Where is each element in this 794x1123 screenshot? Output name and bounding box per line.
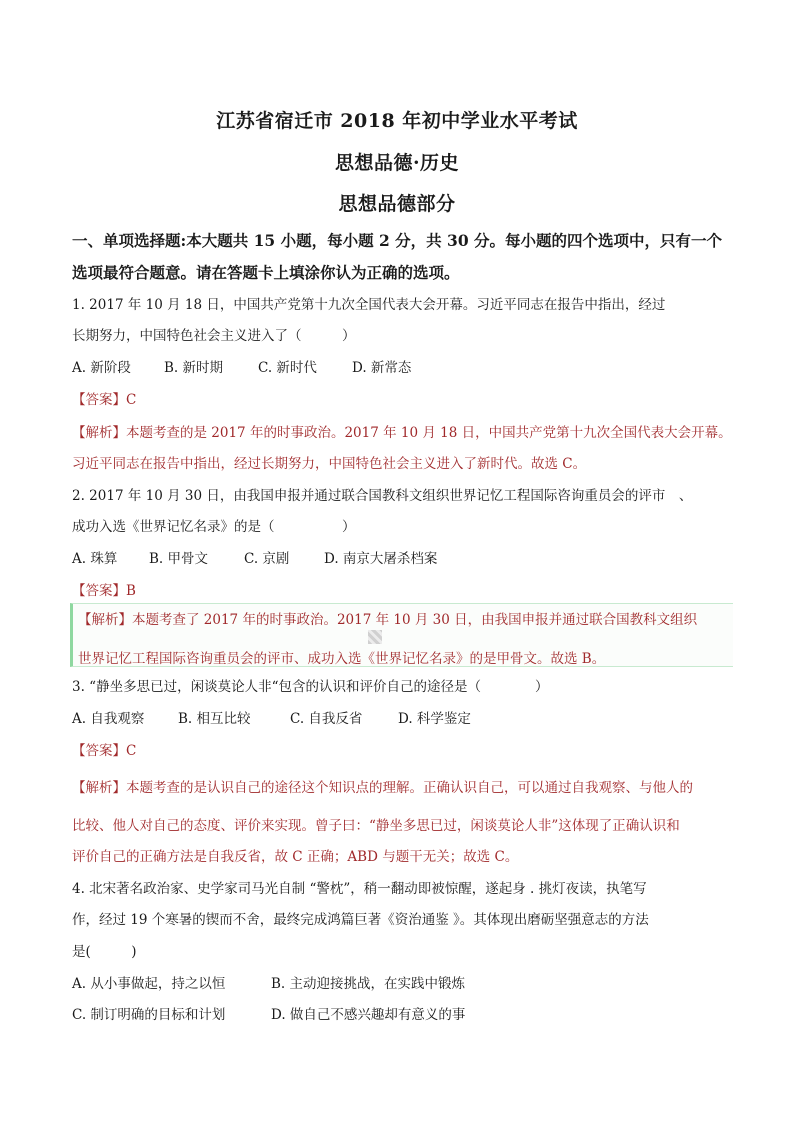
q4-option-a[interactable]: A. 从小事做起，持之以恒 — [72, 976, 226, 992]
section-instruction-line-1: 一、单项选择题:本大题共 15 小题，每小题 2 分，共 30 分。每小题的四个选项中，只有一个 — [72, 231, 723, 250]
q3-option-b[interactable]: B. 相互比较 — [178, 711, 251, 727]
part-title: 思想品德部分 — [338, 193, 456, 215]
q2-option-c[interactable]: C. 京剧 — [244, 551, 290, 567]
q4-stem-line-1: 4. 北宋著名政治家、史学家司马光自制 “警枕”，稍一翻动即被惊醒，遂起身 . 挑灯夜读，执笔写 — [72, 881, 647, 897]
section-instruction-line-2: 选项最符合题意。请在答题卡上填涂你认为正确的选项。 — [72, 263, 460, 282]
q2-analysis-line-2: 世界记忆工程国际咨询重员会的评市、成功入选《世界记忆名录》的是甲骨文。故选 B。 — [78, 651, 606, 667]
q4-option-c[interactable]: C. 制订明确的目标和计划 — [72, 1007, 226, 1023]
q2-stem-line-2: 成功入选《世界记忆名录》的是（ ） — [72, 519, 356, 535]
q1-analysis-line-2: 习近平同志在报告中指出，经过长期努力，中国特色社会主义进入了新时代。故选 C。 — [72, 456, 587, 472]
q3-analysis-line-2: 比较、他人对自己的态度、评价来实现。曾子曰：“静坐多思已过，闲谈莫论人非”这体现了正确认识和 — [72, 818, 680, 834]
q2-stem-line-1: 2. 2017 年 10 月 30 日，由我国申报并通过联合国教科文组织世界记忆工程国际咨询重员会的评市 、 — [72, 488, 693, 504]
q2-analysis-line-1: 【解析】本题考查了 2017 年的时事政治。2017 年 10 月 30 日，由我国申报并通过联合国教科文组织 — [78, 612, 698, 628]
q1-stem-line-1: 1. 2017 年 10 月 18 日，中国共产党第十九次全国代表大会开幕。习近平同志在报告中指出，经过 — [72, 297, 666, 313]
q1-analysis-line-1: 【解析】本题考查的是 2017 年的时事政治。2017 年 10 月 18 日，中国共产党第十九次全国代表大会开幕。 — [72, 425, 732, 441]
q3-analysis-line-3: 评价自己的正确方法是自我反省，故 C 正确；ABD 与题干无关；故选 C。 — [72, 849, 519, 865]
exam-title: 江苏省宿迁市 2018 年初中学业水平考试 — [216, 110, 578, 132]
q4-option-d[interactable]: D. 做自己不感兴趣却有意义的事 — [271, 1007, 466, 1023]
q3-answer: 【答案】C — [72, 743, 137, 759]
q1-option-c[interactable]: C. 新时代 — [258, 360, 317, 376]
q2-option-b[interactable]: B. 甲骨文 — [149, 551, 209, 567]
q4-stem-line-3: 是( ) — [72, 944, 137, 960]
q3-option-c[interactable]: C. 自我反省 — [290, 711, 363, 727]
q1-option-d[interactable]: D. 新常态 — [352, 360, 412, 376]
q1-answer: 【答案】C — [72, 392, 137, 408]
q3-stem-line-1: 3. “静坐多思已过，闲谈莫论人非“包含的认识和评价自己的途径是（ ） — [72, 679, 549, 695]
q2-answer: 【答案】B — [72, 583, 136, 599]
redaction-mark — [368, 630, 382, 644]
q1-option-b[interactable]: B. 新时期 — [164, 360, 224, 376]
q4-stem-line-2: 作，经过 19 个寒暑的锲而不舍，最终完成鸿篇巨著《资治通鉴 》。其体现出磨砺坚强意志的方法 — [72, 912, 649, 928]
q3-option-a[interactable]: A. 自我观察 — [72, 711, 145, 727]
q1-option-a[interactable]: A. 新阶段 — [72, 360, 131, 376]
q4-option-b[interactable]: B. 主动迎接挑战，在实践中锻炼 — [271, 976, 466, 992]
q2-option-a[interactable]: A. 珠算 — [72, 551, 118, 567]
q3-analysis-line-1: 【解析】本题考查的是认识自己的途径这个知识点的理解。正确认识自己，可以通过自我观察、与他人的 — [72, 780, 693, 796]
exam-subtitle: 思想品德·历史 — [334, 152, 460, 174]
q3-option-d[interactable]: D. 科学鉴定 — [398, 711, 471, 727]
q2-option-d[interactable]: D. 南京大屠杀档案 — [324, 551, 438, 567]
q1-stem-line-2: 长期努力，中国特色社会主义进入了（ ） — [72, 328, 356, 344]
